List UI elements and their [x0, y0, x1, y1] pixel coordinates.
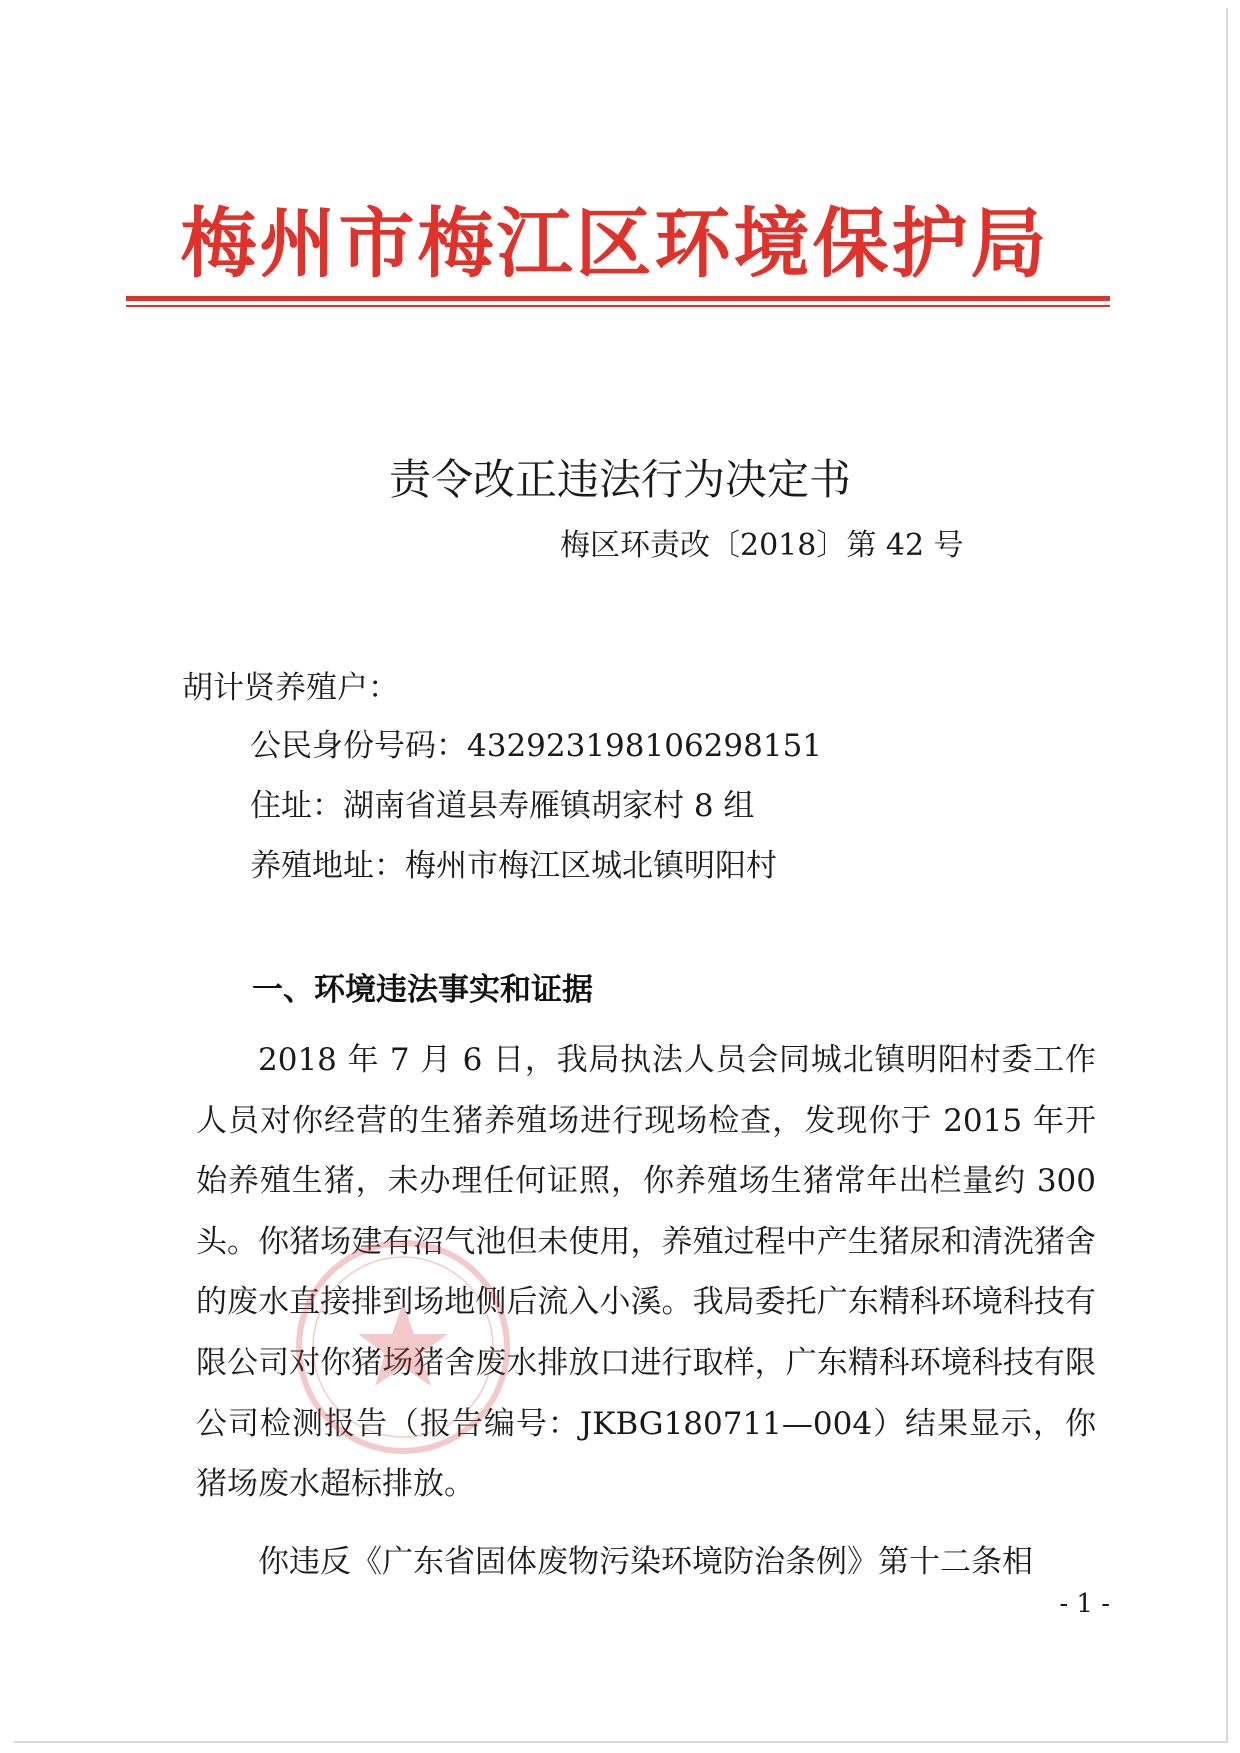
facts-paragraph: 2018 年 7 月 6 日，我局执法人员会同城北镇明阳村委工作人员对你经营的生猪养殖场进行现场检查，发现你于 2015 年开始养殖生猪，未办理任何证照，你养殖场生猪常年出栏量约 300 头。你猪场建有沼气池但未使用，养殖过程中产生猪尿和清洗猪舍的废水直接排到场地侧后流入小溪。我局委托广东精科环境科技有限公司对你猪场猪舍废水排放口进行取样，广东精科环境科技有限公司检测报告（报告编号：JKBG180711—004）结果显示，你猪场废水超标排放。	[196, 1042, 1096, 1503]
organization-header: 梅州市梅江区环境保护局	[180, 199, 1050, 288]
recipient-id-number: 公民身份号码：432923198106298151	[250, 728, 823, 764]
recipient-name: 胡计贤养殖户：	[182, 670, 399, 706]
page-number: - 1 -	[1059, 1589, 1110, 1619]
document-number: 梅区环责改〔2018〕第 42 号	[560, 528, 964, 563]
recipient-farm-address: 养殖地址：梅州市梅江区城北镇明阳村	[250, 848, 777, 884]
recipient-address: 住址：湖南省道县寿雁镇胡家村 8 组	[250, 788, 755, 824]
violation-paragraph: 你违反《广东省固体废物污染环境防治条例》第十二条相	[258, 1544, 1033, 1580]
header-red-rule-thick	[126, 296, 1110, 301]
document-title: 责令改正违法行为决定书	[388, 455, 851, 504]
section-heading-facts: 一、环境违法事实和证据	[252, 972, 593, 1008]
header-red-rule-thin	[126, 305, 1110, 307]
